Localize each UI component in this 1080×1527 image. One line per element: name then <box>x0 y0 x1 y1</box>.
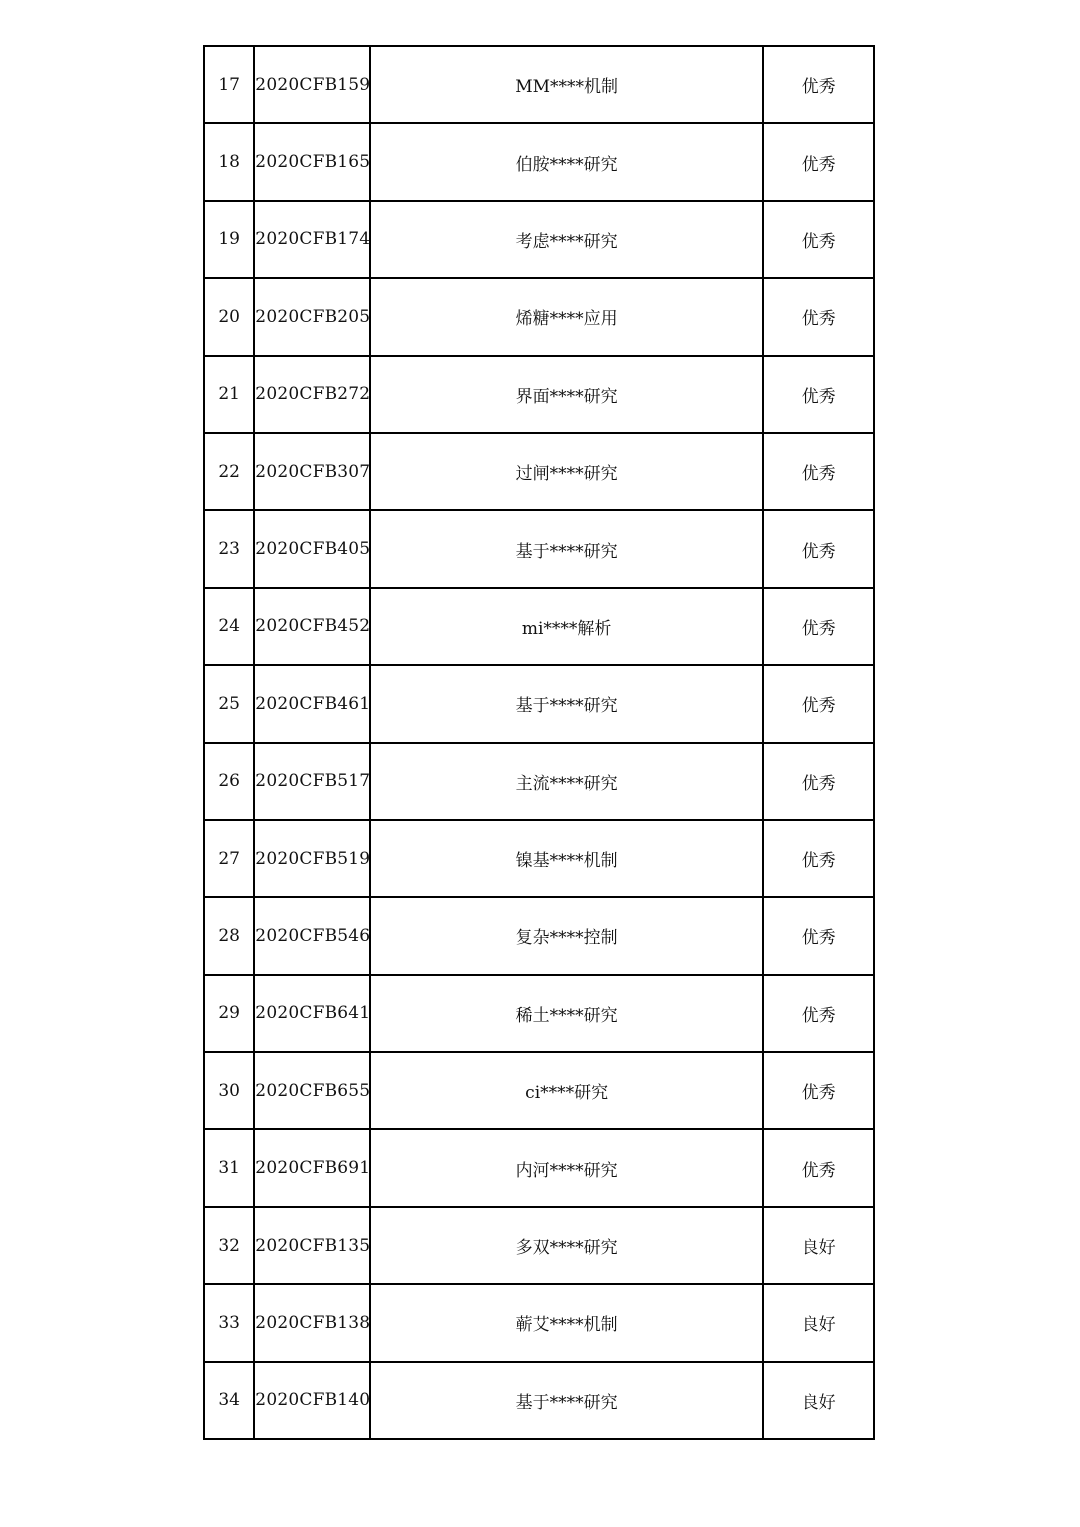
row-number-cell: 31 <box>204 1129 254 1206</box>
project-title-cell: 考虑****研究 <box>370 201 763 278</box>
project-title-cell: 稀土****研究 <box>370 975 763 1052</box>
row-number-cell: 32 <box>204 1207 254 1284</box>
grade-cell: 优秀 <box>763 46 874 123</box>
project-code-cell: 2020CFB272 <box>254 356 370 433</box>
project-title-cell: 基于****研究 <box>370 665 763 742</box>
results-table <box>203 45 875 1440</box>
grade-cell: 优秀 <box>763 201 874 278</box>
grade-cell: 优秀 <box>763 123 874 200</box>
project-code-cell: 2020CFB140 <box>254 1362 370 1439</box>
table-row <box>204 665 874 742</box>
project-title-cell: 烯糖****应用 <box>370 278 763 355</box>
row-number-cell: 20 <box>204 278 254 355</box>
table-row <box>204 1129 874 1206</box>
project-title-cell: 基于****研究 <box>370 1362 763 1439</box>
row-number-cell: 27 <box>204 820 254 897</box>
project-title-cell: 多双****研究 <box>370 1207 763 1284</box>
table-row <box>204 46 874 123</box>
table-row <box>204 820 874 897</box>
table-row <box>204 510 874 587</box>
table-row <box>204 201 874 278</box>
project-code-cell: 2020CFB174 <box>254 201 370 278</box>
project-title-cell: 伯胺****研究 <box>370 123 763 200</box>
table-row <box>204 743 874 820</box>
row-number-cell: 21 <box>204 356 254 433</box>
table-row <box>204 897 874 974</box>
row-number-cell: 34 <box>204 1362 254 1439</box>
project-code-cell: 2020CFB205 <box>254 278 370 355</box>
table-row <box>204 433 874 510</box>
row-number-cell: 19 <box>204 201 254 278</box>
row-number-cell: 28 <box>204 897 254 974</box>
row-number-cell: 25 <box>204 665 254 742</box>
grade-cell: 优秀 <box>763 897 874 974</box>
row-number-cell: 24 <box>204 588 254 665</box>
project-code-cell: 2020CFB546 <box>254 897 370 974</box>
table-row <box>204 123 874 200</box>
project-title-cell: 过闸****研究 <box>370 433 763 510</box>
project-title-cell: ci****研究 <box>370 1052 763 1129</box>
row-number-cell: 23 <box>204 510 254 587</box>
table-row <box>204 278 874 355</box>
project-code-cell: 2020CFB655 <box>254 1052 370 1129</box>
table-row <box>204 1284 874 1361</box>
grade-cell: 优秀 <box>763 975 874 1052</box>
table-row <box>204 1362 874 1439</box>
project-code-cell: 2020CFB641 <box>254 975 370 1052</box>
project-code-cell: 2020CFB165 <box>254 123 370 200</box>
grade-cell: 优秀 <box>763 1129 874 1206</box>
grade-cell: 优秀 <box>763 278 874 355</box>
results-table-body <box>204 46 874 1439</box>
project-code-cell: 2020CFB135 <box>254 1207 370 1284</box>
project-code-cell: 2020CFB461 <box>254 665 370 742</box>
project-title-cell: 内河****研究 <box>370 1129 763 1206</box>
grade-cell: 良好 <box>763 1362 874 1439</box>
project-code-cell: 2020CFB519 <box>254 820 370 897</box>
project-title-cell: MM****机制 <box>370 46 763 123</box>
row-number-cell: 18 <box>204 123 254 200</box>
table-row <box>204 975 874 1052</box>
grade-cell: 优秀 <box>763 1052 874 1129</box>
grade-cell: 优秀 <box>763 588 874 665</box>
grade-cell: 优秀 <box>763 510 874 587</box>
table-row <box>204 1207 874 1284</box>
table-row <box>204 356 874 433</box>
grade-cell: 优秀 <box>763 356 874 433</box>
project-title-cell: 镍基****机制 <box>370 820 763 897</box>
table-row <box>204 1052 874 1129</box>
grade-cell: 优秀 <box>763 820 874 897</box>
project-code-cell: 2020CFB691 <box>254 1129 370 1206</box>
project-title-cell: 复杂****控制 <box>370 897 763 974</box>
row-number-cell: 29 <box>204 975 254 1052</box>
project-title-cell: 主流****研究 <box>370 743 763 820</box>
grade-cell: 优秀 <box>763 433 874 510</box>
project-code-cell: 2020CFB405 <box>254 510 370 587</box>
project-title-cell: 界面****研究 <box>370 356 763 433</box>
grade-cell: 良好 <box>763 1207 874 1284</box>
project-code-cell: 2020CFB452 <box>254 588 370 665</box>
project-code-cell: 2020CFB307 <box>254 433 370 510</box>
row-number-cell: 26 <box>204 743 254 820</box>
project-code-cell: 2020CFB138 <box>254 1284 370 1361</box>
project-title-cell: 基于****研究 <box>370 510 763 587</box>
grade-cell: 良好 <box>763 1284 874 1361</box>
grade-cell: 优秀 <box>763 665 874 742</box>
project-code-cell: 2020CFB159 <box>254 46 370 123</box>
row-number-cell: 33 <box>204 1284 254 1361</box>
grade-cell: 优秀 <box>763 743 874 820</box>
table-row <box>204 588 874 665</box>
row-number-cell: 30 <box>204 1052 254 1129</box>
project-title-cell: 蕲艾****机制 <box>370 1284 763 1361</box>
row-number-cell: 17 <box>204 46 254 123</box>
project-title-cell: mi****解析 <box>370 588 763 665</box>
project-code-cell: 2020CFB517 <box>254 743 370 820</box>
row-number-cell: 22 <box>204 433 254 510</box>
